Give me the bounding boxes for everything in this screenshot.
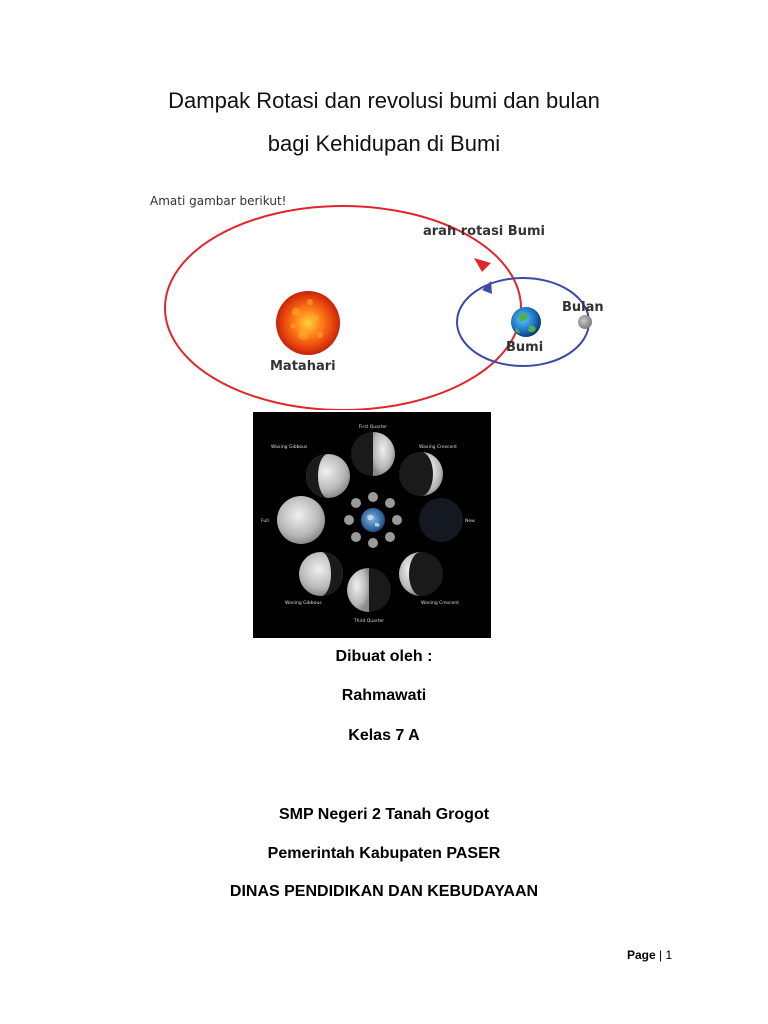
earth-label: Bumi	[506, 340, 544, 355]
author-name: Rahmawati	[341, 687, 427, 704]
class-name: Kelas 7 A	[348, 727, 420, 744]
moon-full	[277, 496, 325, 544]
moon-third-quarter	[347, 568, 391, 612]
title-line-1: Dampak Rotasi dan revolusi bumi dan bulan	[168, 88, 600, 113]
moon-first-quarter	[351, 432, 395, 476]
label-waning-crescent: Waning Crescent	[421, 601, 460, 606]
moon-waxing-gibbous	[306, 454, 350, 498]
label-waning-gibbous: Waning Gibbous	[285, 601, 322, 606]
label-waxing-crescent: Waxing Crescent	[419, 445, 457, 450]
orbit-diagram	[148, 190, 618, 410]
figure-caption: Amati gambar berikut!	[150, 194, 287, 208]
moon-icon	[578, 315, 592, 329]
earth-icon	[511, 307, 541, 337]
sun-label: Matahari	[270, 359, 336, 374]
moon-new	[419, 498, 463, 542]
moon-label: Bulan	[562, 300, 604, 315]
government-name: Pemerintah Kabupaten PASER	[267, 845, 501, 862]
page-footer	[627, 948, 672, 962]
page-label: Page	[627, 948, 656, 962]
page-separator: |	[659, 948, 663, 962]
moon-waning-gibbous	[299, 552, 343, 596]
moon-waning-crescent	[399, 552, 443, 596]
label-new: New	[465, 519, 475, 524]
moon-phases-diagram	[253, 412, 491, 638]
rotation-label: arah rotasi Bumi	[423, 224, 545, 239]
earth-orbit-arrow	[474, 258, 491, 272]
credit-label: Dibuat oleh :	[335, 648, 433, 665]
label-full: Full	[261, 519, 269, 524]
label-waxing-gibbous: Waxing Gibbous	[271, 445, 308, 450]
center-earth-ring	[344, 492, 402, 548]
title-line-2: bagi Kehidupan di Bumi	[267, 131, 501, 156]
moon-waxing-crescent	[399, 452, 443, 496]
page-number: 1	[665, 948, 673, 962]
label-third-quarter: Third Quarter	[353, 619, 385, 624]
label-first-quarter: First Quarter	[358, 425, 388, 430]
school-name: SMP Negeri 2 Tanah Grogot	[278, 806, 490, 823]
department-name: DINAS PENDIDIKAN DAN KEBUDAYAAN	[229, 883, 539, 900]
